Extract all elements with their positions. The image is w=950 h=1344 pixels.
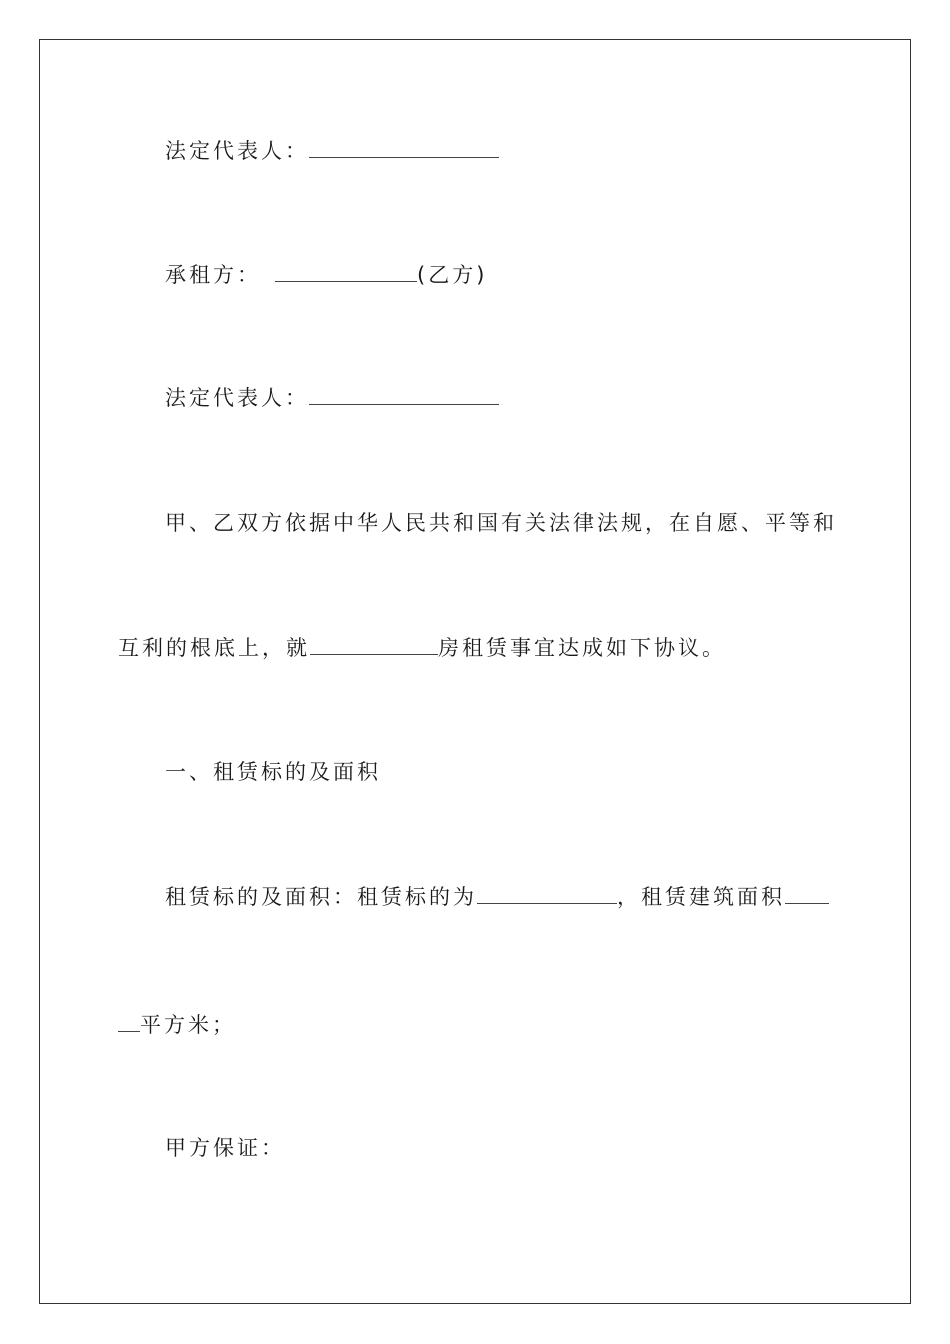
lessee-label: 承租方： — [165, 263, 261, 287]
lessee-representative-blank — [309, 384, 499, 405]
section-1-heading-line — [165, 757, 381, 787]
lessor-representative-label: 法定代表人： — [165, 139, 309, 163]
lease-subject-blank — [477, 883, 617, 904]
area-blank-part-1 — [785, 883, 829, 904]
preamble-line-1 — [165, 508, 837, 538]
area-blank-part-2 — [118, 1011, 140, 1032]
section-1-text-a: 租赁标的及面积：租赁标的为 — [165, 885, 477, 909]
preamble-line-2 — [118, 633, 726, 663]
property-blank — [310, 634, 438, 655]
section-1-text-line-2 — [118, 1010, 236, 1040]
section-1-text-c: 平方米； — [140, 1013, 236, 1037]
lessor-representative-blank — [309, 137, 499, 158]
lessor-representative-line — [165, 136, 499, 166]
lessee-suffix: (乙方) — [417, 263, 488, 287]
lessee-representative-label: 法定代表人： — [165, 386, 309, 410]
page-frame — [39, 39, 911, 1304]
lessee-name-blank — [275, 261, 417, 282]
section-1-text-line-1 — [165, 882, 829, 912]
preamble-text-1: 甲、乙双方依据中华人民共和国有关法律法规，在自愿、平等和 — [165, 511, 837, 535]
section-1-text-b: ，租赁建筑面积 — [617, 885, 785, 909]
lessee-line — [165, 260, 487, 290]
lessee-representative-line — [165, 383, 499, 413]
preamble-text-3: 房租赁事宜达成如下协议。 — [438, 636, 726, 660]
guarantee-label: 甲方保证： — [165, 1136, 285, 1160]
section-1-heading: 一、租赁标的及面积 — [165, 760, 381, 784]
preamble-text-2: 互利的根底上，就 — [118, 636, 310, 660]
guarantee-line — [165, 1133, 285, 1163]
